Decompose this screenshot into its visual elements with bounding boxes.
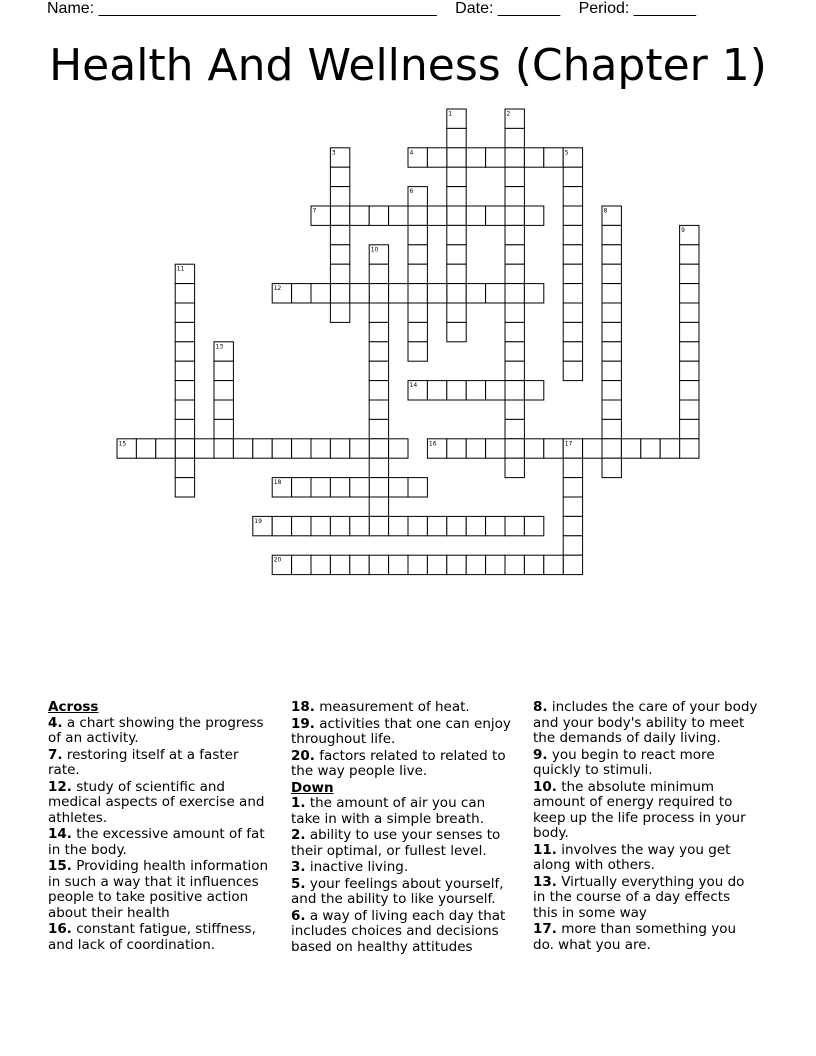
grid-cell[interactable] [214,439,233,458]
grid-cell[interactable] [330,225,349,244]
cell-number: 12 [273,285,282,293]
grid-cell[interactable] [369,361,388,380]
grid-cell[interactable] [330,516,349,535]
grid-cell[interactable] [486,381,505,400]
grid-cell[interactable] [466,381,485,400]
grid-cell[interactable] [330,187,349,206]
grid-cell[interactable] [175,458,194,477]
grid-cell[interactable] [602,458,621,477]
clue-down-11: 11. involves the way you get along with others. [533,841,731,873]
grid-cell[interactable] [505,284,524,303]
grid-cell[interactable] [563,303,582,322]
grid-cell[interactable] [602,284,621,303]
grid-cell[interactable] [408,245,427,264]
grid-cell[interactable] [311,555,330,574]
grid-cell[interactable] [602,264,621,283]
clue-across-15: 15. Providing health information in such a way that it influences people to take positive action about their health [48,858,269,921]
grid-cell[interactable] [369,206,388,225]
grid-cell[interactable] [505,148,524,167]
grid-cell[interactable] [486,284,505,303]
grid-cell[interactable] [447,516,466,535]
grid-cell[interactable] [544,555,563,574]
date-field[interactable]: Date: _______ [455,0,561,17]
grid-cell[interactable] [447,555,466,574]
grid-cell[interactable] [447,245,466,264]
grid-cell[interactable] [369,381,388,400]
grid-cell[interactable] [369,497,388,516]
grid-cell[interactable] [680,322,699,341]
grid-cell[interactable] [447,303,466,322]
cell-number: 19 [254,517,262,525]
grid-cell[interactable] [330,167,349,186]
clue-down-5: 5. your feelings about yourself, and the ability to like yourself. [291,875,504,907]
grid-cell[interactable] [447,439,466,458]
grid-cell[interactable] [292,555,311,574]
grid-cell[interactable] [602,419,621,438]
grid-cell[interactable] [563,322,582,341]
grid-cell[interactable] [505,342,524,361]
clue-down-8: 8. includes the care of your body and your body's ability to meet the demands of daily living. [533,699,758,746]
clues-column-3 [533,700,758,954]
clue-down-10: 10. the absolute minimum amount of energy required to keep up the life process in your body. [533,778,746,841]
grid-cell[interactable] [369,342,388,361]
grid-cell[interactable] [680,342,699,361]
grid-cell[interactable] [680,303,699,322]
grid-cell[interactable] [369,303,388,322]
grid-cell[interactable] [214,361,233,380]
grid-cell[interactable] [641,439,660,458]
clue-down-3: 3. inactive living. [291,859,409,875]
grid-cell[interactable] [447,381,466,400]
grid-cell[interactable] [272,439,291,458]
cell-number: 5 [564,149,569,157]
grid-cell[interactable] [195,439,214,458]
grid-cell[interactable] [602,400,621,419]
grid-cell[interactable] [389,284,408,303]
grid-cell[interactable] [680,361,699,380]
cell-number: 14 [409,382,418,390]
grid-cell[interactable] [524,206,543,225]
grid-cell[interactable] [602,361,621,380]
grid-cell[interactable] [389,478,408,497]
grid-cell[interactable] [447,167,466,186]
grid-cell[interactable] [466,148,485,167]
grid-cell[interactable] [505,187,524,206]
grid-cell[interactable] [524,148,543,167]
clue-across-4: 4. a chart showing the progress of an activity. [48,714,264,746]
clue-across-19: 19. activities that one can enjoy throughout life. [291,715,511,747]
grid-cell[interactable] [486,148,505,167]
grid-cell[interactable] [486,555,505,574]
grid-cell[interactable] [389,439,408,458]
clue-across-18: 18. measurement of heat. [291,699,470,715]
grid-cell[interactable] [369,458,388,477]
clue-across-16: 16. constant fatigue, stiffness, and lack of coordination. [48,921,256,953]
grid-cell[interactable] [350,206,369,225]
page-title: Health And Wellness (Chapter 1) [49,40,767,91]
grid-cell[interactable] [466,516,485,535]
grid-cell[interactable] [563,187,582,206]
grid-cell[interactable] [680,381,699,400]
grid-cell[interactable] [602,381,621,400]
grid-cell[interactable] [214,400,233,419]
grid-cell[interactable] [447,225,466,244]
grid-cell[interactable] [311,516,330,535]
grid-cell[interactable] [602,225,621,244]
grid-cell[interactable] [369,419,388,438]
grid-cell[interactable] [408,555,427,574]
grid-cell[interactable] [389,555,408,574]
grid-cell[interactable] [680,245,699,264]
cell-number: 17 [564,440,573,448]
grid-cell[interactable] [175,381,194,400]
grid-cell[interactable] [505,361,524,380]
grid-cell[interactable] [175,400,194,419]
grid-cell[interactable] [330,478,349,497]
grid-cell[interactable] [466,439,485,458]
grid-cell[interactable] [427,555,446,574]
cell-number: 15 [118,440,127,448]
grid-cell[interactable] [311,284,330,303]
grid-cell[interactable] [524,555,543,574]
grid-cell[interactable] [408,303,427,322]
grid-cell[interactable] [330,303,349,322]
grid-cell[interactable] [175,419,194,438]
clue-down-2: 2. ability to use your senses to their optimal, or fullest level. [291,827,501,859]
grid-cell[interactable] [350,516,369,535]
cell-number: 11 [176,265,185,273]
grid-cell[interactable] [292,516,311,535]
grid-cell[interactable] [524,284,543,303]
grid-cell[interactable] [350,478,369,497]
clue-across-14: 14. the excessive amount of fat in the body. [48,826,265,858]
grid-cell[interactable] [680,400,699,419]
grid-cell[interactable] [447,187,466,206]
grid-cell[interactable] [563,458,582,477]
grid-cell[interactable] [330,439,349,458]
grid-cell[interactable] [602,303,621,322]
cell-number: 16 [428,440,437,448]
grid-cell[interactable] [680,419,699,438]
clue-down-13: 13. Virtually everything you do in the course of a day effects this in some way [533,873,745,921]
clue-across-20: 20. factors related to related to the way people live. [291,747,506,779]
grid-cell[interactable] [175,322,194,341]
grid-cell[interactable] [389,206,408,225]
grid-cell[interactable] [505,400,524,419]
grid-cell[interactable] [563,516,582,535]
grid-cell[interactable] [563,497,582,516]
grid-cell[interactable] [330,555,349,574]
grid-cell[interactable] [505,516,524,535]
grid-cell[interactable] [369,400,388,419]
grid-cell[interactable] [408,206,427,225]
grid-cell[interactable] [583,439,602,458]
cell-number: 20 [273,556,282,564]
grid-cell[interactable] [486,439,505,458]
grid-cell[interactable] [408,342,427,361]
grid-cell[interactable] [175,478,194,497]
grid-cell[interactable] [466,284,485,303]
grid-cell[interactable] [563,284,582,303]
grid-cell[interactable] [505,419,524,438]
grid-cell[interactable] [602,322,621,341]
down-heading: Down [291,779,334,796]
grid-cell[interactable] [330,264,349,283]
grid-cell[interactable] [602,245,621,264]
cell-number: 18 [273,479,282,487]
grid-cell[interactable] [408,284,427,303]
grid-cell[interactable] [175,284,194,303]
grid-cell[interactable] [408,478,427,497]
grid-cell[interactable] [505,439,524,458]
grid-cell[interactable] [505,555,524,574]
grid-cell[interactable] [563,361,582,380]
grid-cell[interactable] [369,439,388,458]
clue-down-6: 6. a way of living each day that includes choices and decisions based on healthy attitudes [291,907,506,955]
grid-cell[interactable] [369,478,388,497]
grid-cell[interactable] [660,439,679,458]
clues-column-2 [291,700,516,956]
cell-number: 8 [603,207,608,215]
cell-number: 2 [506,110,511,118]
grid-cell[interactable] [466,555,485,574]
grid-cell[interactable] [311,478,330,497]
grid-cell[interactable] [505,167,524,186]
grid-cell[interactable] [505,206,524,225]
grid-cell[interactable] [524,381,543,400]
grid-cell[interactable] [369,516,388,535]
clue-down-1: 1. the amount of air you can take in with a simple breath. [291,795,486,827]
cell-number: 7 [312,207,317,215]
grid-cell[interactable] [389,516,408,535]
clues-column-1 [48,700,273,954]
grid-cell[interactable] [602,342,621,361]
grid-cell[interactable] [427,284,446,303]
grid-cell[interactable] [292,478,311,497]
grid-cell[interactable] [505,128,524,147]
grid-cell[interactable] [175,439,194,458]
grid-cell[interactable] [369,555,388,574]
clue-down-17: 17. more than something you do. what you are. [533,921,737,953]
grid-cell[interactable] [544,148,563,167]
grid-cell[interactable] [175,361,194,380]
grid-cell[interactable] [680,264,699,283]
grid-cell[interactable] [369,322,388,341]
grid-cell[interactable] [447,128,466,147]
grid-cell[interactable] [350,555,369,574]
period-field[interactable]: Period: _______ [578,0,697,17]
grid-cell[interactable] [447,322,466,341]
grid-cell[interactable] [563,478,582,497]
grid-cell[interactable] [447,284,466,303]
grid-cell[interactable] [505,458,524,477]
grid-cell[interactable] [505,303,524,322]
grid-cell[interactable] [563,206,582,225]
grid-cell[interactable] [563,225,582,244]
grid-cell[interactable] [369,284,388,303]
grid-cell[interactable] [505,381,524,400]
grid-cell[interactable] [156,439,175,458]
grid-cell[interactable] [408,225,427,244]
grid-cell[interactable] [311,439,330,458]
grid-cell[interactable] [136,439,155,458]
grid-cell[interactable] [563,167,582,186]
grid-cell[interactable] [369,264,388,283]
grid-cell[interactable] [233,439,252,458]
name-field[interactable]: Name: ______________________________________ [47,0,437,17]
grid-cell[interactable] [408,322,427,341]
clue-across-12: 12. study of scientific and medical aspects of exercise and athletes. [48,778,265,826]
grid-cell[interactable] [427,381,446,400]
grid-cell[interactable] [427,206,446,225]
clue-down-9: 9. you begin to react more quickly to stimuli. [533,746,715,778]
grid-cell[interactable] [330,245,349,264]
cell-number: 6 [409,188,414,196]
grid-cell[interactable] [330,284,349,303]
grid-cell[interactable] [214,381,233,400]
grid-cell[interactable] [602,439,621,458]
grid-cell[interactable] [505,264,524,283]
grid-cell[interactable] [505,322,524,341]
grid-cell[interactable] [408,516,427,535]
grid-cell[interactable] [350,284,369,303]
grid-cell[interactable] [680,439,699,458]
grid-cell[interactable] [563,536,582,555]
grid-cell[interactable] [563,555,582,574]
grid-cell[interactable] [563,264,582,283]
cell-number: 3 [331,149,336,157]
grid-cell[interactable] [214,419,233,438]
grid-cell[interactable] [524,439,543,458]
grid-cell[interactable] [272,516,291,535]
grid-cell[interactable] [524,516,543,535]
grid-cell[interactable] [486,516,505,535]
grid-cell[interactable] [505,225,524,244]
cell-number: 1 [448,110,453,118]
grid-cell[interactable] [505,245,524,264]
clue-across-7: 7. restoring itself at a faster rate. [48,746,239,778]
grid-cell[interactable] [350,439,369,458]
grid-cell[interactable] [563,342,582,361]
grid-cell[interactable] [486,206,505,225]
grid-cell[interactable] [175,303,194,322]
grid-cell[interactable] [427,516,446,535]
grid-cell[interactable] [427,148,446,167]
grid-cell[interactable] [563,245,582,264]
grid-cell[interactable] [175,342,194,361]
grid-cell[interactable] [447,148,466,167]
grid-cell[interactable] [330,206,349,225]
grid-cell[interactable] [447,264,466,283]
grid-cell[interactable] [292,439,311,458]
across-heading: Across [48,699,99,715]
cell-number: 4 [409,149,414,157]
grid-cell[interactable] [408,264,427,283]
grid-cell[interactable] [621,439,640,458]
grid-cell[interactable] [292,284,311,303]
grid-cell[interactable] [680,284,699,303]
cell-number: 9 [681,226,685,234]
grid-cell[interactable] [447,206,466,225]
cell-number: 10 [370,246,379,254]
grid-cell[interactable] [253,439,272,458]
grid-cell[interactable] [544,439,563,458]
cell-number: 13 [215,343,224,351]
grid-cell[interactable] [466,206,485,225]
